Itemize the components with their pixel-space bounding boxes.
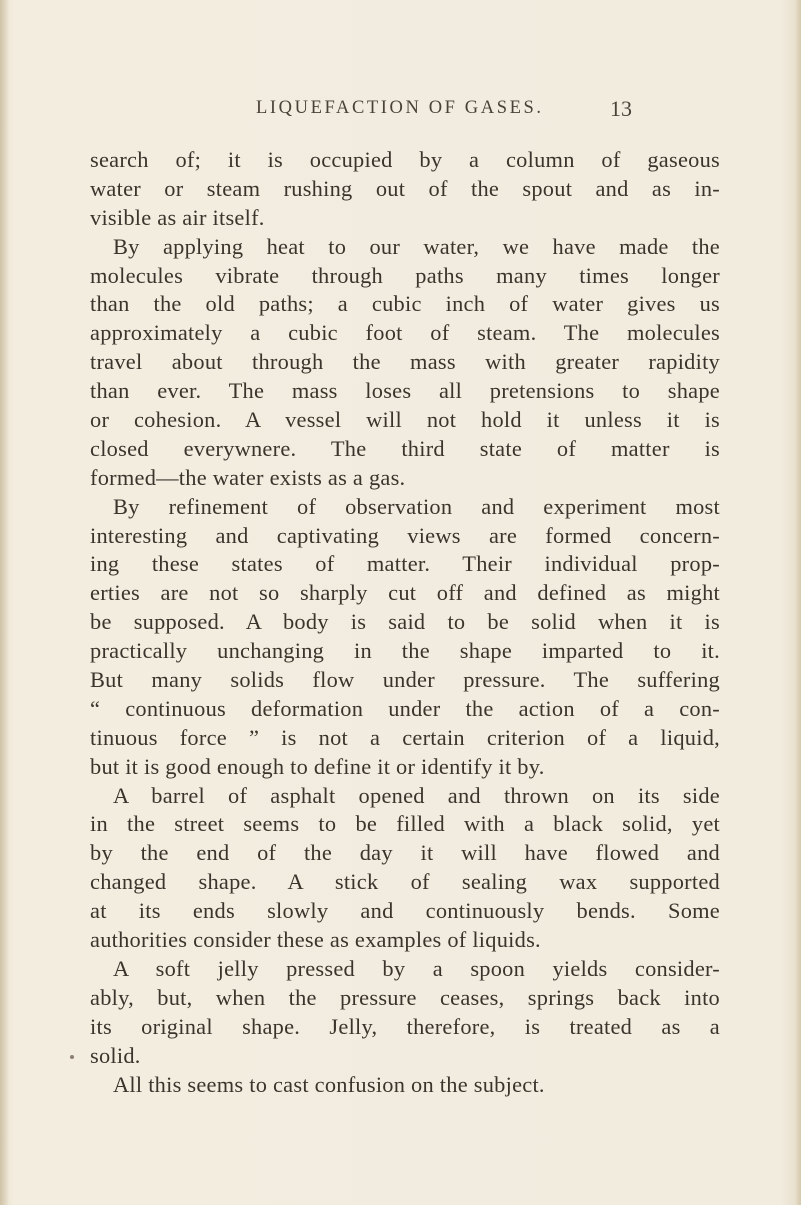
text-line: by the end of the day it will have flowed and: [90, 840, 720, 866]
text-line: interesting and captivating views are formed concern-: [90, 522, 720, 548]
text-line: All this seems to cast confusion on the subject.: [113, 1071, 545, 1097]
text-line: authorities consider these as examples of liquids.: [90, 927, 541, 953]
text-line: in the street seems to be filled with a black solid, yet: [90, 811, 720, 837]
text-line: formed—the water exists as a gas.: [90, 464, 406, 490]
text-line: ably, but, when the pressure ceases, springs back into: [90, 984, 720, 1010]
text-line: A barrel of asphalt opened and thrown on its side: [113, 782, 720, 808]
page-header: [0, 98, 801, 128]
paper-speck: [70, 1055, 74, 1059]
text-line: at its ends slowly and continuously bends. Some: [90, 898, 720, 924]
text-line: solid.: [90, 1042, 141, 1068]
text-line: “ continuous deformation under the action of a con-: [90, 695, 720, 721]
text-line: But many solids flow under pressure. The suffering: [90, 667, 720, 693]
text-line: tinuous force ” is not a certain criterion of a liquid,: [90, 724, 720, 750]
text-line: approximately a cubic foot of steam. The molecules: [90, 320, 720, 346]
text-line: closed everywnere. The third state of matter is: [90, 435, 720, 461]
text-line: By refinement of observation and experiment most: [113, 493, 720, 519]
text-line: but it is good enough to define it or identify it by.: [90, 753, 545, 779]
text-line: changed shape. A stick of sealing wax supported: [90, 869, 720, 895]
page-edge: [795, 0, 801, 1205]
text-line: water or steam rushing out of the spout and as in-: [90, 175, 720, 201]
page-number: 13: [610, 96, 632, 121]
text-line: than ever. The mass loses all pretensions to shape: [90, 378, 720, 404]
text-line: erties are not so sharply cut off and defined as might: [90, 580, 720, 606]
text-line: By applying heat to our water, we have made the: [113, 233, 720, 259]
spine-shadow: [0, 0, 9, 1205]
text-line: search of; it is occupied by a column of gaseous: [90, 147, 720, 172]
text-line: ing these states of matter. Their individual prop-: [90, 551, 720, 577]
text-line: visible as air itself.: [90, 204, 265, 230]
text-line: travel about through the mass with greater rapidity: [90, 349, 720, 375]
text-line: practically unchanging in the shape imparted to it.: [90, 638, 720, 664]
text-line: its original shape. Jelly, therefore, is treated as a: [90, 1013, 720, 1039]
text-line: or cohesion. A vessel will not hold it unless it is: [90, 407, 720, 433]
text-line: molecules vibrate through paths many times longer: [90, 262, 720, 288]
text-line: than the old paths; a cubic inch of water gives us: [90, 291, 720, 317]
text-line: be supposed. A body is said to be solid when it is: [90, 609, 720, 635]
body-text: [90, 146, 720, 1099]
running-head: LIQUEFACTION OF GASES.: [256, 98, 544, 118]
text-line: A soft jelly pressed by a spoon yields consider-: [113, 955, 720, 981]
